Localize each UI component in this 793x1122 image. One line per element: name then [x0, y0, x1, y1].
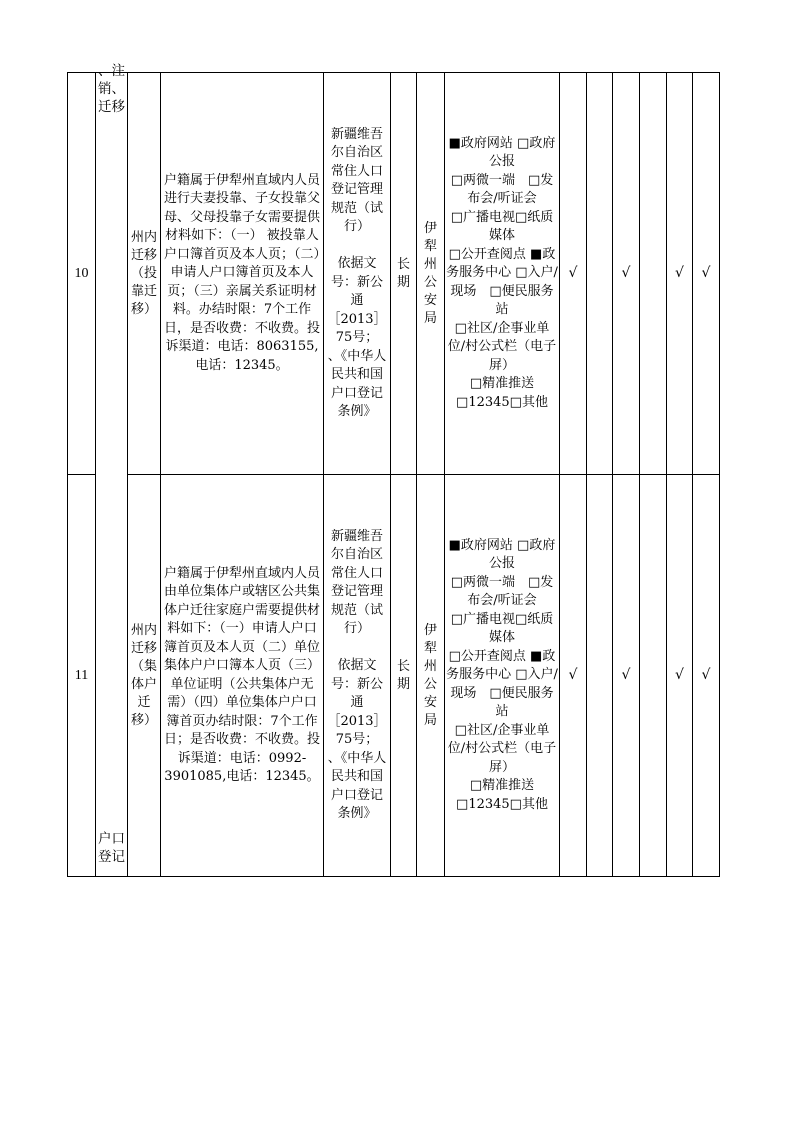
check-mark: √: [675, 666, 684, 683]
category-fragment-bottom: 户口 登记: [98, 831, 125, 865]
row-sequence-number: 10: [74, 265, 89, 281]
disclosure-channels: [446, 475, 558, 876]
disclosure-channels: [446, 73, 558, 474]
legal-basis: 新疆维吾尔自治区常住人口登记管理规范（试行） 依据文号：新公通［2013］75号； 、《中华人民共和国户口登记条例》: [327, 528, 387, 821]
disclosure-channels-text: ■政府网站 □政府公报 □两微一端 □发布会/听证会 □广播电视□纸质媒体 □公开查阅点 ■政务服务中心 □入户/现场 □便民服务站 □社区/企事业单位/村公式栏（电子屏） □精准推送□12345□其他: [446, 537, 558, 812]
disclosure-period: 长 期: [396, 658, 410, 692]
check-mark: √: [568, 264, 578, 281]
item-name: 州内 迁移 （集 体户 迁 移）: [130, 622, 157, 728]
row-sequence-number: 11: [74, 667, 89, 683]
disclosure-content: [163, 475, 321, 876]
check-mark: √: [621, 264, 631, 281]
check-mark: [587, 475, 612, 876]
disclosure-period: 长 期: [396, 256, 410, 290]
check-mark: √: [675, 264, 684, 281]
check-mark: √: [621, 666, 631, 683]
responsible-agency: 伊 犁 州 公 安 局: [423, 622, 437, 728]
disclosure-content: [163, 73, 321, 474]
check-mark: [640, 73, 666, 474]
check-mark: √: [701, 666, 711, 683]
responsible-agency: 伊 犁 州 公 安 局: [423, 220, 437, 326]
check-mark: √: [701, 264, 711, 281]
check-mark: √: [568, 666, 578, 683]
grid-line: [67, 876, 720, 877]
disclosure-content-text: 户籍属于伊犁州直域内人员进行夫妻投靠、子女投靠父母、父母投靠子女需要提供材料如下：（一） 被投靠人户口簿首页及本人页；（二）申请人户口簿首页及本人页；（三）亲属关系证明材料。办结时限：7个工作日，是否收费：不收费。投诉渠道：电话：8063155,电话：12345。: [163, 172, 320, 373]
item-name: 州内 迁移 （投 靠迁 移）: [130, 229, 157, 317]
legal-basis: 新疆维吾尔自治区常住人口登记管理规范（试行） 依据文号：新公通［2013］75号； 、《中华人民共和国户口登记条例》: [327, 126, 387, 419]
check-mark: [640, 475, 666, 876]
category-fragment-top: 、注 销、 迁移: [98, 63, 125, 115]
disclosure-content-text: 户籍属于伊犁州直域内人员由单位集体户或辖区公共集体户迁往家庭户需要提供材料如下：（一）申请人户口簿首页及本人页（二）单位集体户户口簿本人页（三）单位证明（公共集体户无需）（四）单位集体户户口簿首页办结时限：7个工作日；是否收费：不收费。投诉渠道：电话：0992-3901085,电话：12345。: [163, 565, 320, 784]
disclosure-channels-text: ■政府网站 □政府公报 □两微一端 □发布会/听证会 □广播电视□纸质媒体 □公开查阅点 ■政务服务中心 □入户/现场 □便民服务站 □社区/企事业单位/村公式栏（电子屏） □精准推送□12345□其他: [446, 135, 558, 410]
check-mark: [587, 73, 612, 474]
